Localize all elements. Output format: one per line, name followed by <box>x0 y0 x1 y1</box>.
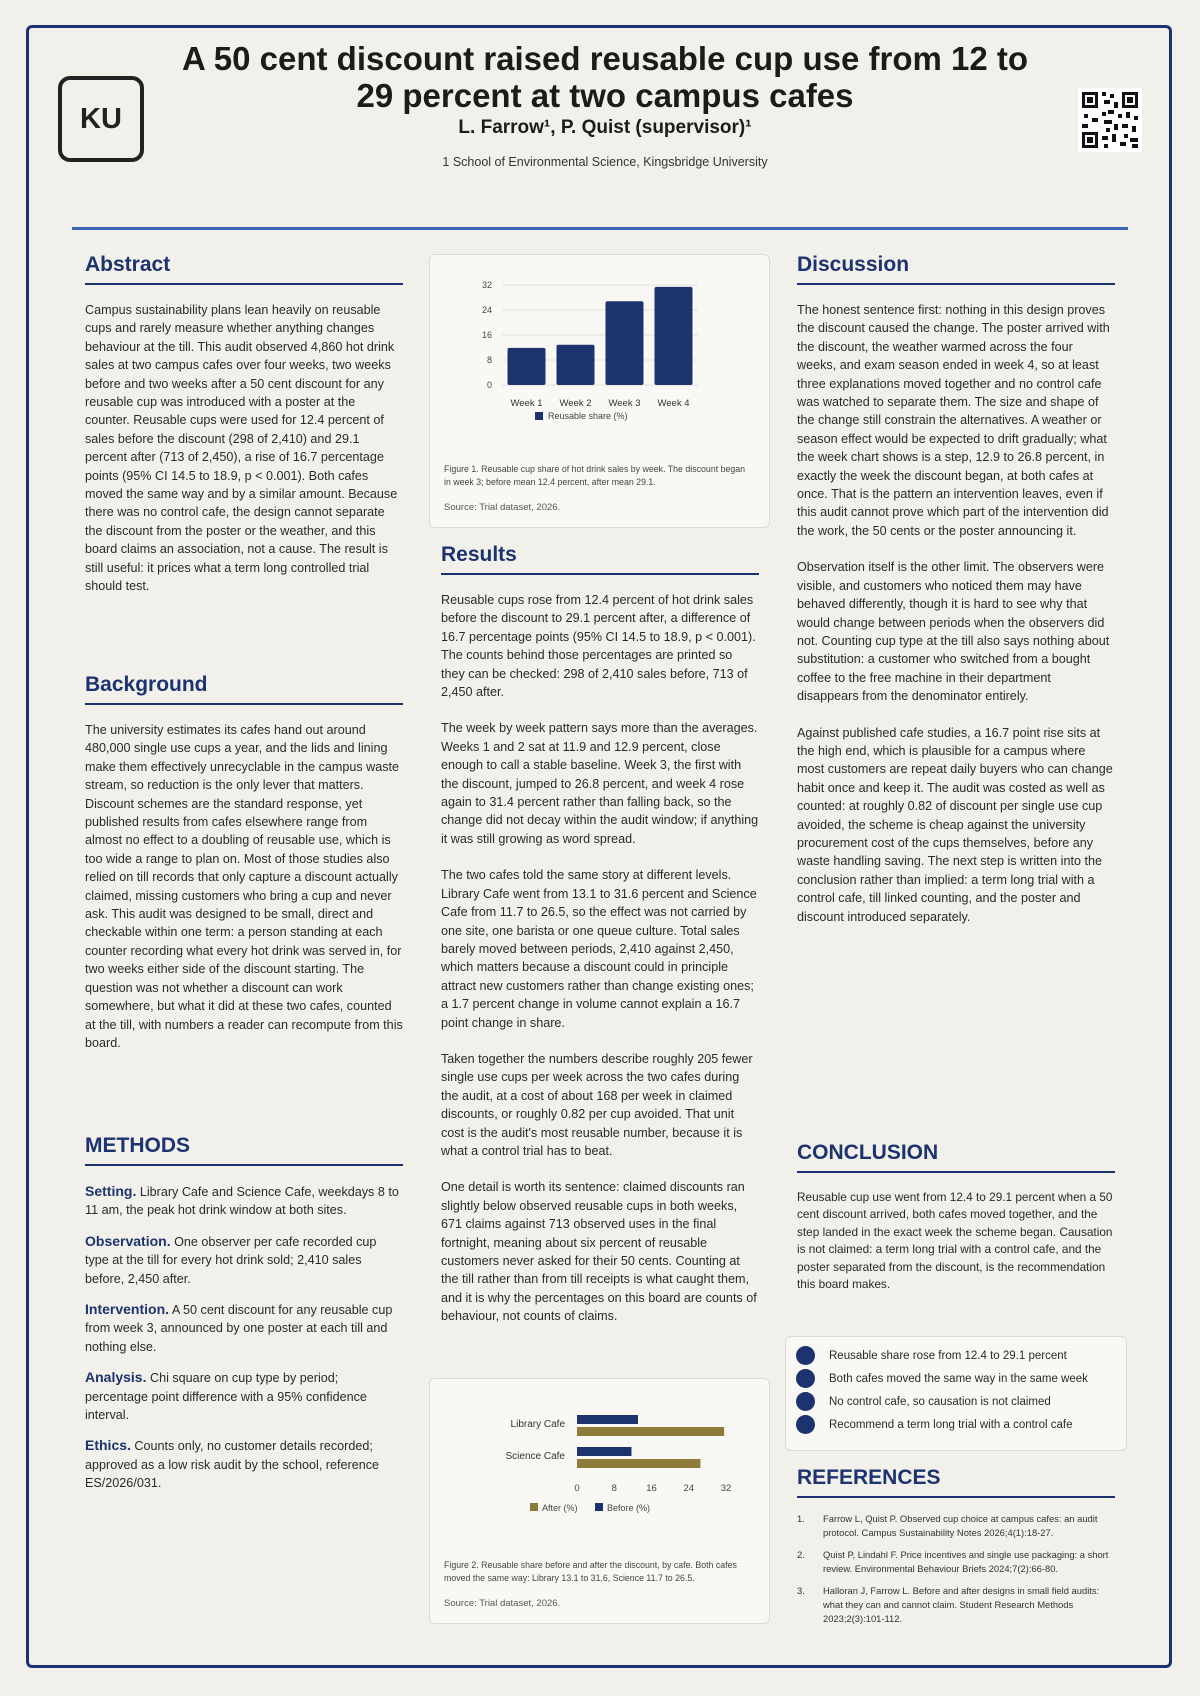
university-logo: KU <box>58 76 144 162</box>
discussion-section <box>797 253 1115 926</box>
bar <box>508 348 546 385</box>
affiliation: 1 School of Environmental Science, Kingsbridge University <box>442 155 768 169</box>
figure-2-card <box>429 1378 770 1624</box>
methods-intervention: Intervention. A 50 cent discount for any reusable cup from week 3, announced by one poster at each till and nothing else. <box>85 1301 393 1354</box>
figure-2-source: Source: Trial dataset, 2026. <box>444 1598 561 1609</box>
x-tick-label: 16 <box>646 1483 657 1494</box>
x-tick-label: Week 2 <box>559 398 592 409</box>
reference-item: 3. Halloran J, Farrow L. Before and after designs in small field audits: what they can and cannot claim. Student Research Methods 2023;2(3):101-112. <box>797 1585 1100 1624</box>
x-tick-label: 8 <box>611 1483 617 1494</box>
methods-setting: Setting. Library Cafe and Science Cafe, weekdays 8 to 11 am, the peak hot drink window at both sites. <box>85 1183 399 1218</box>
x-tick-label: Week 4 <box>657 398 690 409</box>
qr-code-icon <box>1078 88 1142 152</box>
takeaway-item: No control cafe, so causation is not claimed <box>796 1392 1126 1411</box>
legend-label: Reusable share (%) <box>548 411 628 421</box>
y-tick-label: 16 <box>481 330 492 340</box>
y-tick-label: 0 <box>486 380 492 390</box>
conclusion-section <box>797 1141 1115 1293</box>
background-heading: Background <box>85 673 403 705</box>
bar-after <box>577 1459 700 1468</box>
results-paragraph: One detail is worth its sentence: claimed discounts ran slightly below observed reusable cups in both weeks, 671 claims against 713 observed uses in the final fortnight, meaning about six percent of reusable customers never asked for their 50 cents. Counting at the till rather than from till receipts is what caught them, and it is why the percentages on this board are counts of behaviour, not counts of claims. <box>441 1180 757 1324</box>
discussion-paragraph: Observation itself is the other limit. The observers were visible, and customers who noticed them may have behaved differently, though it is hard to see why that would change between periods when the observers did not. Counting cup type at the till also says nothing about substitution: a customer who switched from a bought coffee to the free machine in their department disappears from the denominator entirely. <box>797 560 1110 704</box>
figure-2-caption: Figure 2. Reusable share before and after the discount, by cafe. Both cafes moved the same way: Library 13.1 to 31.6, Science 11.7 to 26.5. <box>444 1560 737 1583</box>
results-heading: Results <box>441 543 759 575</box>
y-tick-label: 32 <box>481 280 492 290</box>
header-divider <box>72 227 1128 230</box>
abstract-heading: Abstract <box>85 253 403 285</box>
references-heading: REFERENCES <box>797 1466 1115 1498</box>
references-section <box>797 1466 1115 1634</box>
x-tick-label: 24 <box>683 1483 695 1494</box>
takeaway-item: Both cafes moved the same way in the same week <box>796 1369 1126 1388</box>
methods-section <box>85 1134 403 1505</box>
check-circle-icon <box>796 1369 815 1388</box>
check-circle-icon <box>796 1392 815 1411</box>
legend-label: Before (%) <box>607 1503 651 1513</box>
x-tick-label: 32 <box>720 1483 732 1494</box>
background-text: The university estimates its cafes hand out around 480,000 single use cups a year, and the lids and lining make them effectively unrecyclable in the campus waste stream, so reduction is the only lever that matters. Discount schemes are the standard response, yet published results from cafes elsewhere range from almost no effect to a doubling of reusable use, which is too wide a range to plan on. Most of those studies also relied on till records that only capture a discount actually claimed, missing customers who bring a cup and never ask. This audit was designed to be small, direct and checkable within one term: a person standing at each counter recording what every hot drink was served in, for two weeks either side of the discount starting. The question was not whether a discount can work somewhere, but what it did at these two cafes, counted at the till, with numbers a reader can recompute from this board. <box>85 723 403 1050</box>
abstract-section <box>85 253 403 596</box>
bar <box>557 345 595 385</box>
methods-ethics: Ethics. Counts only, no customer details recorded; approved as a low risk audit by the school, reference ES/2026/031. <box>85 1437 380 1491</box>
key-takeaways <box>785 1336 1127 1451</box>
takeaway-item: Reusable share rose from 12.4 to 29.1 percent <box>796 1346 1126 1365</box>
bar <box>655 287 693 385</box>
discussion-heading: Discussion <box>797 253 1115 285</box>
x-tick-label: 0 <box>574 1483 580 1494</box>
reference-item: 2. Quist P, Lindahl F. Price incentives and single use packaging: a short review. Environmental Behaviour Briefs 2024;7(2):66-80. <box>797 1549 1109 1574</box>
conclusion-heading: CONCLUSION <box>797 1141 1115 1173</box>
methods-analysis: Analysis. Chi square on cup type by period; percentage point difference with a 95% confidence interval. <box>85 1369 367 1423</box>
legend-swatch <box>535 412 543 420</box>
y-tick-label: 8 <box>486 355 492 365</box>
bar-before <box>577 1415 638 1424</box>
figure-1-source: Source: Trial dataset, 2026. <box>444 502 561 513</box>
bar-after <box>577 1427 724 1436</box>
poster-title: A 50 cent discount raised reusable cup use from 12 to 29 percent at two campus cafes <box>181 40 1029 114</box>
results-paragraph: The two cafes told the same story at different levels. Library Cafe went from 13.1 to 31.6 percent and Science Cafe from 11.7 to 26.5, so the effect was not carried by one site, one barista or one queue culture. Total sales barely moved between periods, 2,410 against 2,450, which matters because a discount could in principle attract new customers rather than change existing ones; a 1.7 percent change in volume cannot explain a 16.7 point change in share. <box>441 868 757 1030</box>
takeaway-item: Recommend a term long trial with a control cafe <box>796 1415 1126 1434</box>
figure-2-chart <box>430 1387 771 1537</box>
results-paragraph: Taken together the numbers describe roughly 205 fewer single use cups per week across the two cafes during the audit, at a cost of about 168 per week in claimed discounts, or roughly 0.82 per cup avoided. That unit cost is the audit's most reusable number, because it is what a control trial has to beat. <box>441 1051 753 1158</box>
references-list <box>797 1512 1115 1626</box>
background-section <box>85 673 403 1052</box>
methods-observation: Observation. One observer per cafe recorded cup type at the till for every hot drink sold; 2,410 sales before, 2,450 after. <box>85 1232 377 1286</box>
bar-before <box>577 1447 631 1456</box>
discussion-paragraph: Against published cafe studies, a 16.7 point rise sits at the high end, which is plausible for a campus where most customers are repeat daily buyers who can change habit once and keep it. The audit was costed as well as counted: at roughly 0.82 of discount per single use cup avoided, the scheme is cheap against the university procurement cost of the cups themselves, before any waste handling saving. The next step is written into the conclusion rather than implied: a term long trial with a control cafe, till linked counting, and the poster and discount introduced separately. <box>797 725 1113 924</box>
results-paragraph: The week by week pattern says more than the averages. Weeks 1 and 2 sat at 11.9 and 12.9 percent, close enough to call a stable baseline. Week 3, the first with the discount, jumped to 26.8 percent, and week 4 rose again to 31.4 percent rather than falling back, so the change did not decay within the audit window; if anything it was still growing as word spread. <box>441 721 759 846</box>
category-label: Science Cafe <box>505 1451 565 1462</box>
figure-1-chart <box>430 263 771 443</box>
conclusion-text: Reusable cup use went from 12.4 to 29.1 percent when a 50 cent discount arrived, both cafes moved together, and the step landed in the exact week the scheme began. Causation is not claimed: a term long trial with a control cafe, and the poster separated from the discount, is the recommendation this board makes. <box>797 1190 1113 1292</box>
authors: L. Farrow¹, P. Quist (supervisor)¹ <box>458 117 752 138</box>
y-tick-label: 24 <box>481 305 492 315</box>
legend-label: After (%) <box>542 1503 578 1513</box>
legend-swatch <box>595 1503 603 1511</box>
x-tick-label: Week 1 <box>510 398 543 409</box>
bar <box>606 301 644 385</box>
figure-1-card <box>429 254 770 528</box>
methods-heading: METHODS <box>85 1134 403 1166</box>
abstract-text: Campus sustainability plans lean heavily on reusable cups and rarely measure whether anything changes behaviour at the till. This audit observed 4,860 hot drink sales at two campus cafes over four weeks, two weeks before and two weeks after a 50 cent discount for any reusable cup was introduced with a poster at the counter. Reusable cups were used for 12.4 percent of sales before the discount (298 of 2,410) and 29.1 percent after (713 of 2,450), a rise of 16.7 percentage points (95% CI 14.5 to 18.9, p < 0.001). Both cafes moved the same way and by a similar amount. Because there was no control cafe, the design cannot separate the discount from the poster or the weather, and this board claims an association, not a cause. The result is still useful: it prices what a term long controlled trial should test. <box>85 303 398 594</box>
results-section <box>441 543 759 1344</box>
check-circle-icon <box>796 1415 815 1434</box>
results-paragraph: Reusable cups rose from 12.4 percent of hot drink sales before the discount to 29.1 percent after, a difference of 16.7 percentage points (95% CI 14.5 to 18.9, p < 0.001). The counts behind those percentages are printed so they can be checked: 298 of 2,410 sales before, 713 of 2,450 after. <box>441 593 756 700</box>
legend-swatch <box>530 1503 538 1511</box>
figure-1-caption: Figure 1. Reusable cup share of hot drink sales by week. The discount began in week 3; before mean 12.4 percent, after mean 29.1. <box>444 464 746 487</box>
x-tick-label: Week 3 <box>608 398 641 409</box>
category-label: Library Cafe <box>510 1419 565 1430</box>
check-circle-icon <box>796 1346 815 1365</box>
reference-item: 1. Farrow L, Quist P. Observed cup choice at campus cafes: an audit protocol. Campus Sustainability Notes 2026;4(1):18-27. <box>797 1513 1098 1538</box>
discussion-paragraph: The honest sentence first: nothing in this design proves the discount caused the change. The poster arrived with the discount, the weather warmed across the four weeks, and exam season ended in week 4, so at least three explanations moved together and no control cafe was watched to separate them. The size and shape of the change still constrain the alternatives. A weather or season effect would be expected to drift gradually; what the week chart shows is a step, 12.9 to 26.8 percent, in exactly the week the discount began, at both cafes at once. That is the pattern an intervention leaves, even if this audit cannot prove which part of the intervention did the work, the 50 cents or the poster announcing it. <box>797 303 1110 538</box>
